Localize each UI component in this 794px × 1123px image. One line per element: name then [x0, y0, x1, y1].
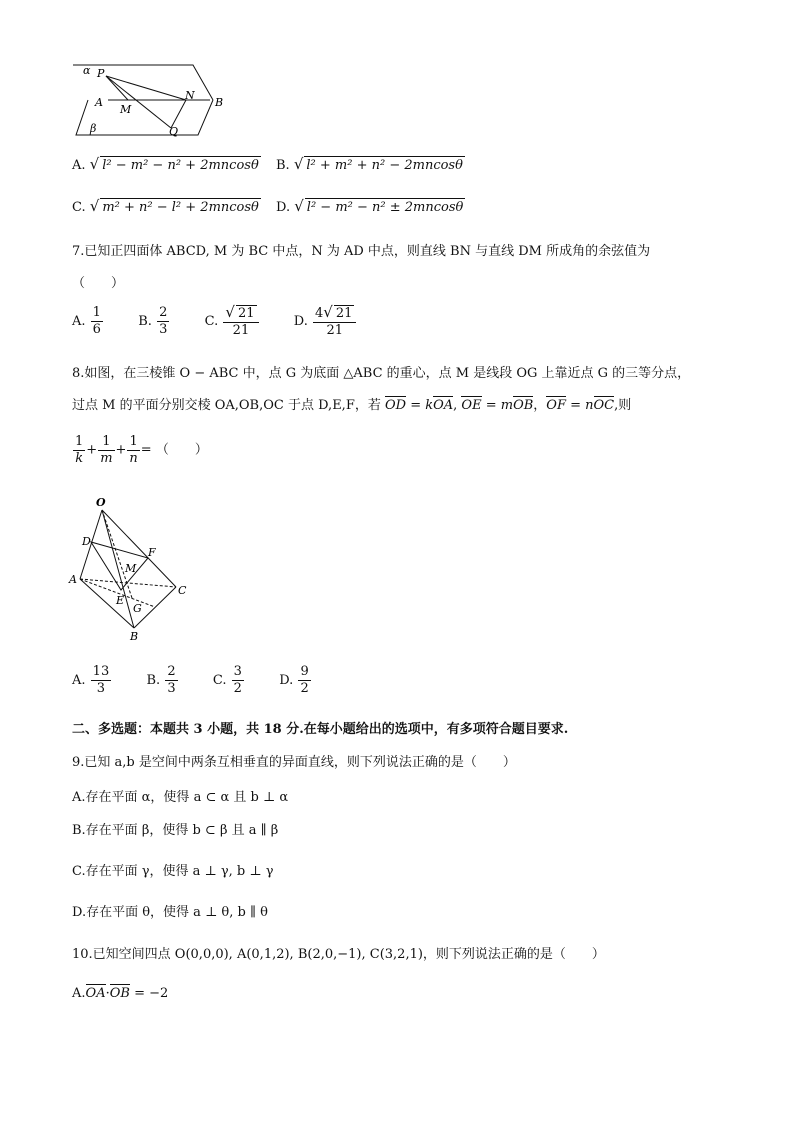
numerator: 21	[335, 306, 353, 321]
vector-od: OD	[384, 398, 407, 413]
line-PN	[106, 76, 186, 100]
label-alpha: α	[83, 64, 91, 77]
q7-option-c[interactable]	[204, 303, 264, 338]
option-label: A.	[72, 313, 86, 329]
option-label: C.	[204, 313, 219, 329]
numerator: 13	[92, 664, 110, 679]
option-label: A.	[72, 986, 86, 1001]
q9-option-b[interactable]: B.存在平面 β，使得 b ⊂ β 且 a ∥ β	[72, 823, 279, 838]
label-A: A	[69, 573, 77, 586]
q8-option-b[interactable]	[146, 664, 183, 696]
q10-stem: 10.已知空间四点 O(0,0,0), A(0,1,2), B(2,0,−1), C(3,2,1)，则下列说法正确的是（ ）	[72, 947, 605, 962]
sqrt-sign: √	[293, 155, 304, 173]
option-label: A.	[72, 158, 86, 173]
q8-stem-line1: 8.如图，在三棱锥 O − ABC 中，点 G 为底面 △ABC 的重心，点 M 是线段 OG 上靠近点 G 的三等分点，	[72, 366, 691, 381]
numerator: 2	[167, 664, 176, 679]
q6-figure	[68, 60, 228, 142]
label-A: A	[95, 96, 103, 109]
numerator: 1	[98, 435, 114, 451]
option-expr: m² + n² − l² + 2mncosθ	[102, 200, 259, 215]
label-C: C	[178, 584, 187, 597]
option-label: B.	[276, 158, 290, 173]
denominator: m	[100, 450, 113, 466]
denominator: 3	[159, 321, 168, 337]
numerator: 9	[300, 664, 309, 679]
label-G: G	[133, 602, 142, 615]
vector-oa: OA	[85, 986, 106, 1001]
numerator: 1	[75, 434, 84, 449]
denominator: 6	[92, 321, 101, 337]
numerator: 21	[237, 306, 255, 321]
q7-options	[72, 305, 357, 337]
numerator: 1	[127, 435, 139, 451]
denominator: 2	[233, 680, 242, 696]
label-P: P	[97, 67, 105, 80]
q8-stem-line2	[72, 394, 631, 413]
q8-eq2: = m	[481, 398, 514, 413]
q7-option-a[interactable]	[72, 305, 108, 337]
option-expr: l² − m² − n² + 2mncosθ	[102, 158, 259, 173]
q7-stem: 7.已知正四面体 ABCD, M 为 BC 中点，N 为 AD 中点，则直线 BN 与直线 DM 所成角的余弦值为	[72, 244, 651, 259]
sqrt-sign: √	[89, 197, 100, 215]
q6-option-b[interactable]	[276, 155, 465, 173]
vector-of: OF	[546, 398, 566, 413]
section-2-title: 二、多选题：本题共 3 小题，共 18 分.在每小题给出的选项中，有多项符合题目要求.	[72, 722, 569, 737]
q7-paren: （ ）	[72, 276, 125, 291]
q7-option-d[interactable]	[293, 303, 358, 338]
q8-figure	[66, 494, 194, 644]
denominator: 2	[300, 680, 309, 696]
segment-OG	[102, 510, 132, 598]
denominator: 21	[326, 322, 343, 338]
q9-option-a[interactable]: A.存在平面 α，使得 a ⊂ α 且 b ⊥ α	[72, 790, 289, 805]
denominator: 21	[232, 322, 250, 338]
numerator-coef: 4	[315, 306, 324, 321]
denominator: k	[75, 450, 84, 466]
line-PQ	[106, 76, 171, 128]
sqrt-sign: √	[323, 303, 333, 321]
numerator: 2	[159, 305, 168, 321]
label-B: B	[215, 96, 224, 109]
label-N: N	[185, 89, 195, 102]
label-O: O	[96, 496, 106, 509]
option-expr: l² − m² − n² ± 2mncosθ	[306, 200, 464, 215]
option-label: D.	[276, 200, 291, 215]
q6-option-a[interactable]	[72, 155, 261, 173]
denominator: 3	[167, 680, 176, 696]
option-label: D.	[293, 313, 308, 329]
q8-sep1: ,	[453, 398, 462, 413]
label-Q: Q	[169, 125, 179, 138]
numerator: 3	[233, 664, 242, 679]
vector-ob: OB	[513, 398, 534, 413]
label-D: D	[82, 535, 91, 548]
q6-option-d[interactable]	[276, 197, 465, 215]
label-beta: β	[90, 122, 97, 135]
q9-stem: 9.已知 a,b 是空间中两条互相垂直的异面直线，则下列说法正确的是（ ）	[72, 755, 516, 770]
plus-sign: +	[115, 442, 127, 458]
denominator: 3	[96, 680, 106, 696]
sqrt-sign: √	[294, 197, 304, 215]
edge-AB	[80, 579, 134, 628]
label-M: M	[125, 562, 137, 575]
q8-paren: （ ）	[155, 442, 208, 458]
label-B: B	[130, 630, 139, 643]
option-label: A.	[72, 672, 86, 688]
option-value: = −2	[129, 986, 169, 1001]
q8-options	[72, 665, 312, 695]
plus-sign: +	[86, 442, 98, 458]
q9-option-d[interactable]: D.存在平面 θ，使得 a ⊥ θ, b ∥ θ	[72, 905, 268, 920]
vector-ob: OB	[109, 986, 130, 1001]
q8-eq3: = n	[565, 398, 594, 413]
q8-stem-text: 过点 M 的平面分别交棱 OA,OB,OC 于点 D,E,F，若	[72, 398, 385, 413]
denominator: n	[129, 450, 138, 466]
q9-option-c[interactable]: C.存在平面 γ，使得 a ⊥ γ, b ⊥ γ	[72, 864, 274, 879]
label-M: M	[120, 103, 132, 116]
q8-option-a[interactable]	[72, 664, 116, 696]
q8-stem-tail: ,则	[614, 398, 632, 413]
option-label: C.	[72, 200, 86, 215]
dot-operator: ·	[105, 986, 110, 1001]
vector-oc: OC	[593, 398, 615, 413]
vector-oe: OE	[461, 398, 482, 413]
numerator: 1	[92, 305, 101, 321]
q8-option-d[interactable]	[279, 664, 312, 696]
label-E: E	[116, 594, 125, 607]
option-expr: l² + m² + n² − 2mncosθ	[306, 158, 463, 173]
equals-sign: =	[140, 442, 152, 458]
q8-sep2: ，	[533, 398, 547, 413]
q10-option-a[interactable]	[72, 986, 168, 1001]
vector-oa: OA	[433, 398, 454, 413]
option-label: D.	[279, 672, 294, 688]
q8-eq1: = k	[406, 398, 434, 413]
line-NQ	[171, 100, 186, 128]
q7-option-b[interactable]	[138, 305, 174, 337]
q6-option-c[interactable]	[72, 197, 261, 215]
option-label: B.	[146, 672, 161, 688]
option-label: B.	[138, 313, 152, 329]
q8-option-c[interactable]	[212, 664, 249, 696]
q8-expression	[72, 435, 208, 465]
label-F: F	[148, 546, 156, 559]
option-label: C.	[212, 672, 227, 688]
sqrt-sign: √	[89, 155, 100, 173]
sqrt-sign: √	[225, 303, 235, 321]
